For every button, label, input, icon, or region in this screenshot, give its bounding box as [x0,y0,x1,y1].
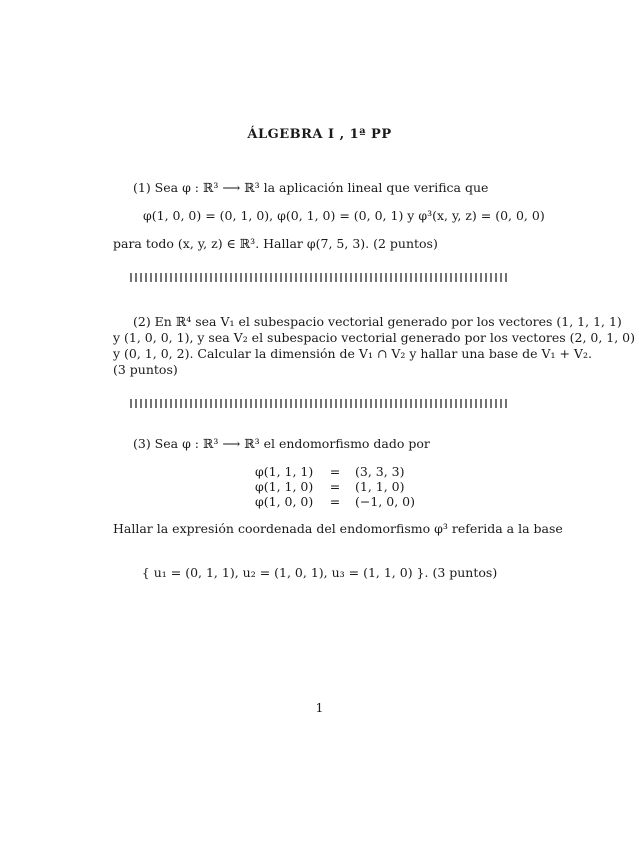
problem-2-line-1: (2) En ℝ⁴ sea V₁ el subespacio vectorial generado por los vectores (1, 1, 1, 1) [133,314,622,329]
problem-2-line-4: (3 puntos) [113,362,178,377]
equation-rhs: (3, 3, 3) [355,464,405,479]
equation-rhs: (−1, 0, 0) [355,494,415,509]
equation-lhs: φ(1, 0, 0) [255,494,314,509]
section-separator [130,399,510,408]
problem-2-line-3: y (0, 1, 0, 2). Calcular la dimensión de V₁ ∩ V₂ y hallar una base de V₁ + V₂. [113,346,592,361]
equation-lhs: φ(1, 1, 0) [255,479,314,494]
problem-3-statement: (3) Sea φ : ℝ³ ⟶ ℝ³ el endomorfismo dado por [133,436,430,451]
equation-operator: = [329,479,341,494]
equation-operator: = [329,464,341,479]
equation-rhs: (1, 1, 0) [355,479,405,494]
problem-3-equations [255,464,475,509]
equation-operator: = [329,494,341,509]
page-number: 1 [315,700,324,715]
problem-1-statement: (1) Sea φ : ℝ³ ⟶ ℝ³ la aplicación lineal que verifica que [133,180,489,195]
problem-3-basis: { u₁ = (0, 1, 1), u₂ = (1, 0, 1), u₃ = (1, 1, 0) }. (3 puntos) [141,565,498,580]
equation-lhs: φ(1, 1, 1) [255,464,314,479]
problem-2-line-2: y (1, 0, 0, 1), y sea V₂ el subespacio vectorial generado por los vectores (2, 0, 1, 0) [113,330,636,345]
problem-1-conditions: φ(1, 0, 0) = (0, 1, 0), φ(0, 1, 0) = (0, 0, 1) y φ³(x, y, z) = (0, 0, 0) [143,208,545,223]
document-title: ÁLGEBRA I , 1ª PP [247,127,392,142]
problem-3-question: Hallar la expresión coordenada del endomorfismo φ³ referida a la base [113,521,563,536]
problem-1-question: para todo (x, y, z) ∈ ℝ³. Hallar φ(7, 5, 3). (2 puntos) [113,236,438,251]
section-separator [130,273,510,282]
